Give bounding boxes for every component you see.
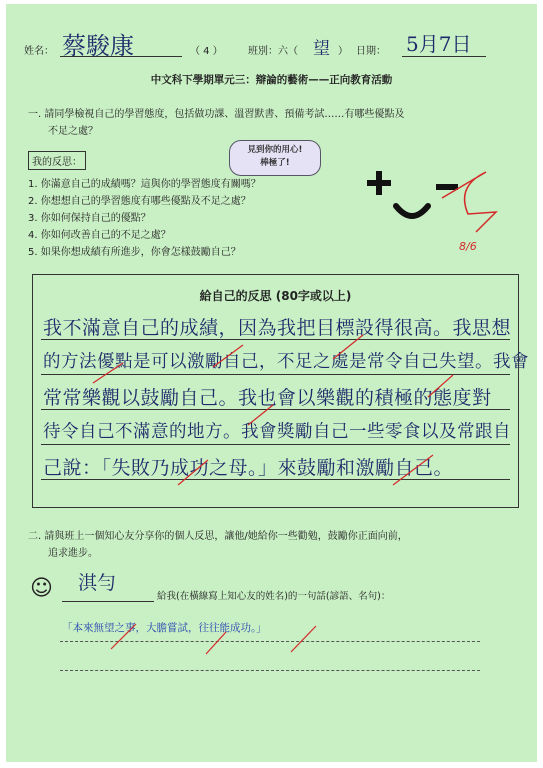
friend-quote: 「本來無望之事，大膽嘗試，往往能成功。」 bbox=[62, 622, 267, 634]
smiley-face-icon: ☺ bbox=[30, 576, 53, 601]
worksheet-title: 中文科下學期單元三：辯論的藝術——正向教育活動 bbox=[150, 74, 393, 86]
reflection-line-4: 待令自己不滿意的地方。我會獎勵自己一些零食以及常跟自 bbox=[43, 422, 511, 442]
question-3: 3. 你如何保持自己的優點？ bbox=[28, 213, 151, 224]
class-value: 望 bbox=[313, 39, 330, 59]
section1-prompt-line2: 不足之處？ bbox=[48, 126, 98, 137]
friend-name-underline bbox=[62, 601, 154, 602]
section2-prompt-line1: 二. 請與班上一個知心友分享你的個人反思，讓他/她給你一些勸勉，鼓勵你正面向前， bbox=[28, 531, 408, 542]
name-label: 姓名： bbox=[24, 46, 54, 57]
teacher-check-strokes-2 bbox=[106, 604, 426, 674]
class-label: 班別：六（ bbox=[248, 46, 298, 57]
teacher-stamp bbox=[229, 140, 321, 176]
section2-prompt-line2: 追求進步。 bbox=[48, 548, 98, 559]
date-underline bbox=[402, 56, 486, 57]
reflection-line-5: 己說：「失敗乃成功之母。」來鼓勵和激勵自己。 bbox=[43, 457, 454, 479]
worksheet-page bbox=[6, 4, 537, 762]
teacher-check-strokes bbox=[33, 275, 518, 507]
teacher-date: 8/6 bbox=[459, 240, 477, 253]
student-number: （ 4 ） bbox=[190, 46, 223, 57]
reflection-box bbox=[32, 274, 529, 508]
name-underline bbox=[60, 56, 182, 57]
friend-name: 淇勻 bbox=[78, 572, 117, 594]
question-5: 5. 如果你想成績有所進步，你會怎樣鼓勵自己？ bbox=[28, 247, 241, 258]
date-value: 5月7日 bbox=[406, 32, 472, 56]
stamp-line2: 棒極了! bbox=[260, 158, 290, 168]
date-label: 日期： bbox=[356, 46, 386, 57]
name-value: 蔡駿康 bbox=[62, 32, 134, 60]
question-4: 4. 你如何改善自己的不足之處？ bbox=[28, 230, 171, 241]
question-2: 2. 你想想自己的學習態度有哪些優點及不足之處？ bbox=[28, 196, 251, 207]
stamp-line1: 見到你的用心! bbox=[247, 145, 303, 155]
question-list bbox=[28, 176, 261, 261]
reflection-line-1: 我不滿意自己的成績，因為我把目標設得很高。我思想 bbox=[43, 317, 512, 339]
reflection-line-2: 的方法優點是可以激勵自己，不足之處是常令自己失望。我會 bbox=[43, 352, 529, 372]
my-reflection-label: 我的反思： bbox=[28, 151, 86, 170]
teacher-smiley-mark bbox=[356, 154, 516, 269]
reflection-line-3: 常常樂觀以鼓勵自己。我也會以樂觀的積極的態度對 bbox=[43, 387, 492, 409]
friend-prompt: 給我(在橫線寫上知心友的姓名)的一句話(諺語、名句)： bbox=[157, 591, 391, 602]
reflection-title: 給自己的反思 (80字或以上) bbox=[199, 289, 352, 303]
question-1: 1. 你滿意自己的成績嗎？這與你的學習態度有關嗎？ bbox=[28, 179, 261, 190]
class-close: ） bbox=[338, 46, 348, 57]
section1-prompt-line1: 一. 請同學檢視自己的學習態度，包括做功課、溫習默書、預備考試……有哪些優點及 bbox=[28, 109, 405, 120]
